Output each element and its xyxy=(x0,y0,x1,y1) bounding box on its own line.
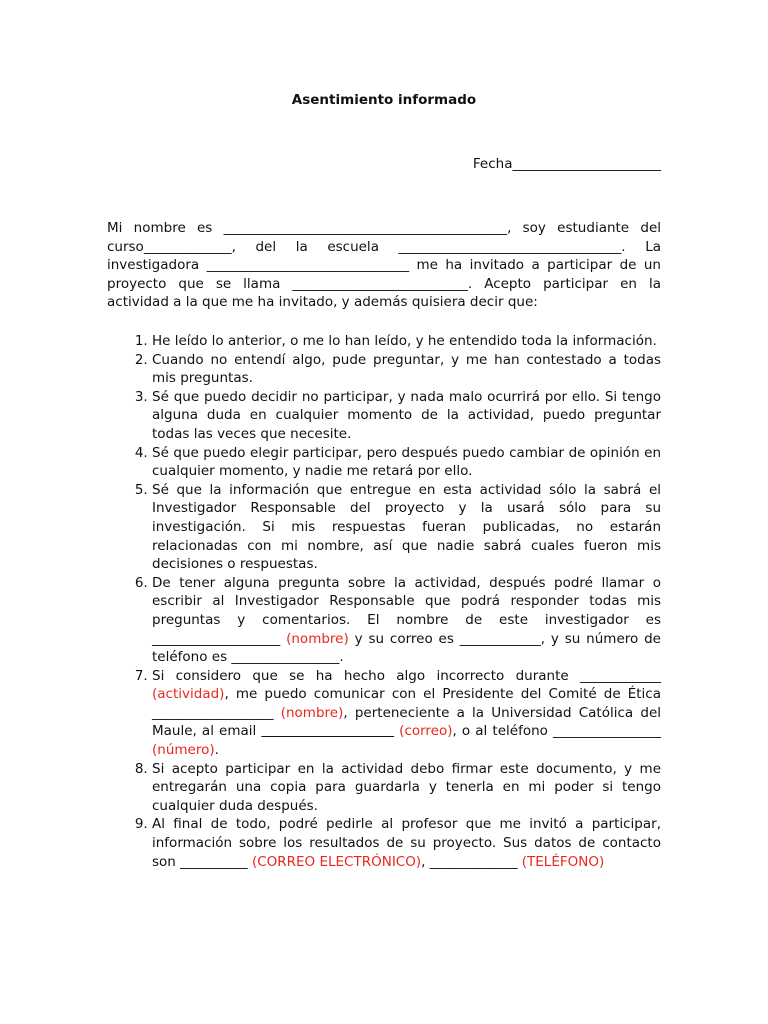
placeholder-name: (nombre) xyxy=(286,630,349,647)
statement-list xyxy=(107,332,661,871)
email-blank xyxy=(261,723,394,739)
list-item: 2. Cuando no entendí algo, pude preguntar, y me han contestado a todas mis preguntas. xyxy=(152,351,661,388)
placeholder-email: (correo) xyxy=(399,723,453,740)
list-item: 6. De tener alguna pregunta sobre la actividad, después podré llamar o escribir al Investigador Responsable que podrá responder todas mis preguntas y comentarios. El nombre de este investigador es ___________________ (nombre) y su correo es ____________, y su número de teléfono es ________________. xyxy=(152,574,661,667)
placeholder-phone: (TELÉFONO) xyxy=(521,853,605,870)
document-page xyxy=(107,0,661,1024)
placeholder-email: (CORREO ELECTRÓNICO) xyxy=(251,853,422,870)
date-field: Fecha______________________ xyxy=(472,156,661,172)
list-item: 4. Sé que puedo elegir participar, pero después puedo cambiar de opinión en cualquier momento, y nadie me retará por ello. xyxy=(152,444,661,481)
placeholder-number: (número) xyxy=(152,742,215,759)
list-item: 7. Si considero que se ha hecho algo incorrecto durante ____________ (actividad), me puedo comunicar con el Presidente del Comité de Ética __________________ (nombre), perteneciente a la Universidad Católica del Maule, al email (correo), o al teléfono ________________ (número). xyxy=(152,667,661,760)
list-item: 9. Al final de todo, podré pedirle al profesor que me invitó a participar, información sobre los resultados de su proyecto. Sus datos de contacto son __________ (CORREO ELECTRÓNICO), _____________ (TELÉFONO) xyxy=(152,815,661,871)
placeholder-activity: (actividad) xyxy=(152,686,225,703)
list-item: 3. Sé que puedo decidir no participar, y nada malo ocurrirá por ello. Si tengo alguna duda en cualquier momento de la actividad, puedo preguntar todas las veces que necesite. xyxy=(152,388,661,444)
intro-paragraph: Mi nombre es __________________________________________, soy estudiante del curso_____________, del la escuela _________________________________. La investigadora ______________________________ me ha invitado a participar de un proyecto que se llama __________________________. Acepto participar en la actividad a la que me ha invitado, y además quisiera decir que: xyxy=(107,220,661,311)
list-item: 5. Sé que la información que entregue en esta actividad sólo la sabrá el Investigador Responsable del proyecto y la usará sólo para su investigación. Si mis respuestas fueran publicadas, no estarán relacionadas con mi nombre, así que nadie sabrá cuales fueron mis decisiones o respuestas. xyxy=(152,481,661,574)
list-item: 8. Si acepto participar en la actividad debo firmar este documento, y me entregarán una copia para guardarla y tenerla en mi poder si tengo cualquier duda después. xyxy=(152,760,661,816)
document-title: Asentimiento informado xyxy=(291,92,477,108)
list-item: 1. He leído lo anterior, o me lo han leído, y he entendido toda la información. xyxy=(152,332,661,351)
placeholder-name: (nombre) xyxy=(280,704,344,721)
